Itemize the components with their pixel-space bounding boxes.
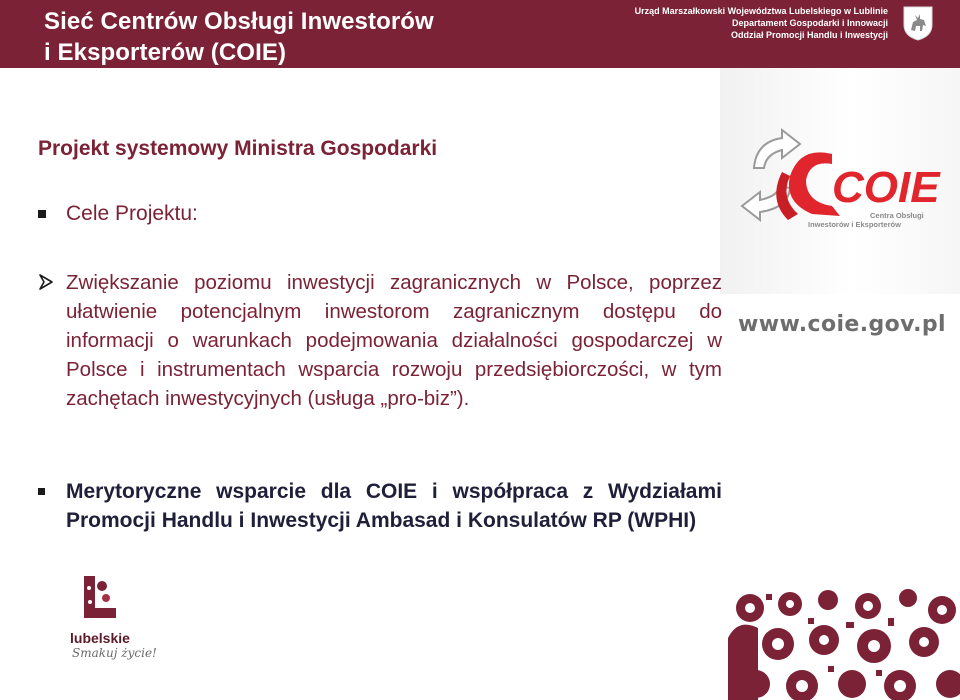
deer-crest-icon — [902, 5, 934, 41]
website-address[interactable]: www.coie.gov.pl — [738, 312, 946, 337]
project-title: Projekt systemowy Ministra Gospodarki — [38, 137, 438, 160]
square-bullet-icon — [38, 488, 45, 495]
support-text: Merytoryczne wsparcie dla COIE i współpraca z Wydziałami Promocji Handlu i Inwestycji Ambasad i Konsulatów RP (WPHI) — [66, 480, 722, 532]
coie-logo-panel — [720, 68, 960, 294]
logo-brand-text: COIE — [832, 163, 940, 212]
arrow-bullet-icon — [38, 274, 54, 290]
coie-logo — [720, 68, 960, 294]
goals-label: Cele Projektu: — [66, 202, 198, 225]
logo-subtitle-line-2: Inwestorów i Eksporterów — [808, 220, 901, 229]
title-line-2: i Eksporterów (COIE) — [44, 39, 287, 66]
decorative-gear-pattern — [728, 588, 960, 700]
region-word: lubelskie — [70, 630, 130, 646]
logo-subtitle-line-1: Centra Obsługi — [870, 211, 924, 220]
office-name — [635, 5, 888, 41]
support-list-item — [38, 477, 722, 535]
goal-list-item — [38, 268, 722, 413]
office-line-1: Urząd Marszałkowski Województwa Lubelskiego w Lublinie — [634, 6, 888, 16]
office-line-3: Oddział Promocji Handlu i Inwestycji — [730, 30, 888, 40]
square-bullet-icon — [38, 210, 46, 218]
title-line-1: Sieć Centrów Obsługi Inwestorów — [44, 8, 434, 35]
goal-text: Zwiększanie poziomu inwestycji zagranicznych w Polsce, poprzez ułatwienie potencjalnym inwestorom zagranicznym dostępu do informacji o warunkach podejmowania działalności gospodarczej w Polsce i instrumentach wsparcia rozwoju przedsiębiorczości, w tym zachętach inwestycyjnych (usługa „pro-biz”). — [66, 271, 722, 410]
region-slogan: Smakuj życie! — [72, 646, 157, 660]
office-line-2: Departament Gospodarki i Innowacji — [731, 18, 888, 28]
header-bar — [0, 0, 960, 68]
goals-heading — [38, 202, 198, 226]
page-title — [44, 6, 434, 68]
